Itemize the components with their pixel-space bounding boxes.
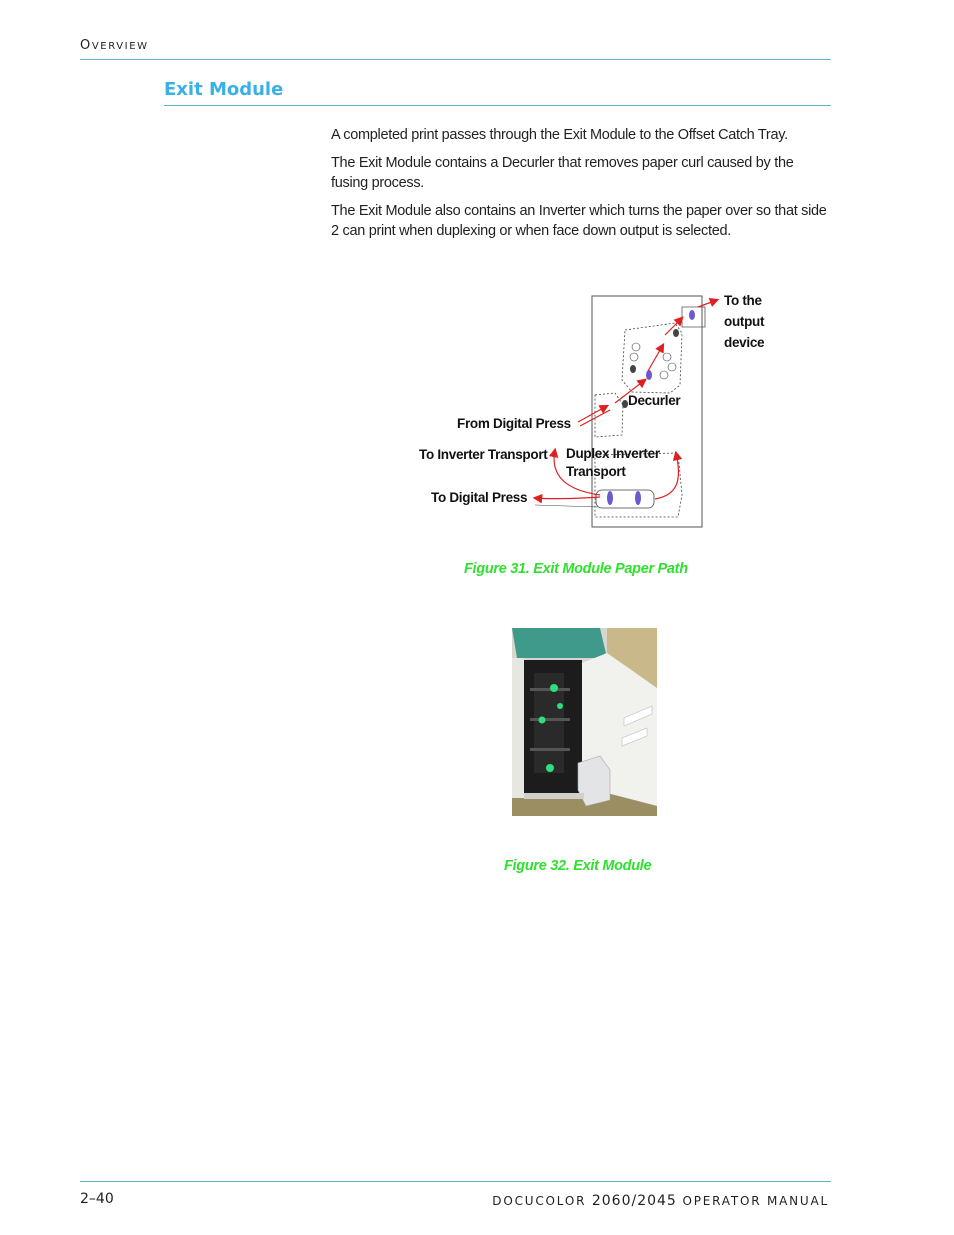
- label-from-digital-press: From Digital Press: [457, 416, 571, 431]
- header-rule: [80, 59, 831, 60]
- manual-title: [492, 1193, 829, 1209]
- section-title-rule: [164, 105, 831, 106]
- label-duplex-inverter: Duplex Inverter: [566, 446, 660, 461]
- manual-title-model: 2060/2045: [591, 1193, 677, 1209]
- running-header-initial: O: [80, 38, 92, 53]
- label-decurler: Decurler: [628, 393, 681, 408]
- page-number: 2–40: [80, 1191, 114, 1207]
- running-header: [80, 38, 149, 53]
- label-to-the: To the: [724, 293, 762, 308]
- running-header-rest: VERVIEW: [91, 41, 149, 52]
- decurler-section: [595, 323, 682, 517]
- manual-title-pre: DOCUCOLOR: [492, 1194, 587, 1208]
- figure-32-caption: Figure 32. Exit Module: [504, 858, 652, 874]
- paragraph-2: The Exit Module contains a Decurler that removes paper curl caused by the fusing process.: [331, 155, 794, 191]
- label-output: output: [724, 314, 765, 329]
- exit-module-paper-path-diagram: [410, 285, 790, 535]
- exit-module-photo: [512, 628, 657, 816]
- footer-rule: [80, 1181, 831, 1182]
- leader-lines: [535, 505, 598, 507]
- paragraph-1: A completed print passes through the Exit Module to the Offset Catch Tray.: [331, 127, 788, 143]
- figure-31-caption: Figure 31. Exit Module Paper Path: [464, 561, 688, 577]
- paragraph-3: The Exit Module also contains an Inverter which turns the paper over so that side 2 can print when duplexing or when face down output is selected.: [331, 203, 827, 239]
- label-transport: Transport: [566, 464, 626, 479]
- manual-title-post: OPERATOR MANUAL: [682, 1194, 829, 1208]
- label-device: device: [724, 335, 765, 350]
- label-to-digital-press: To Digital Press: [431, 490, 528, 505]
- label-to-inverter-transport: To Inverter Transport: [419, 447, 548, 462]
- section-title: Exit Module: [164, 79, 284, 100]
